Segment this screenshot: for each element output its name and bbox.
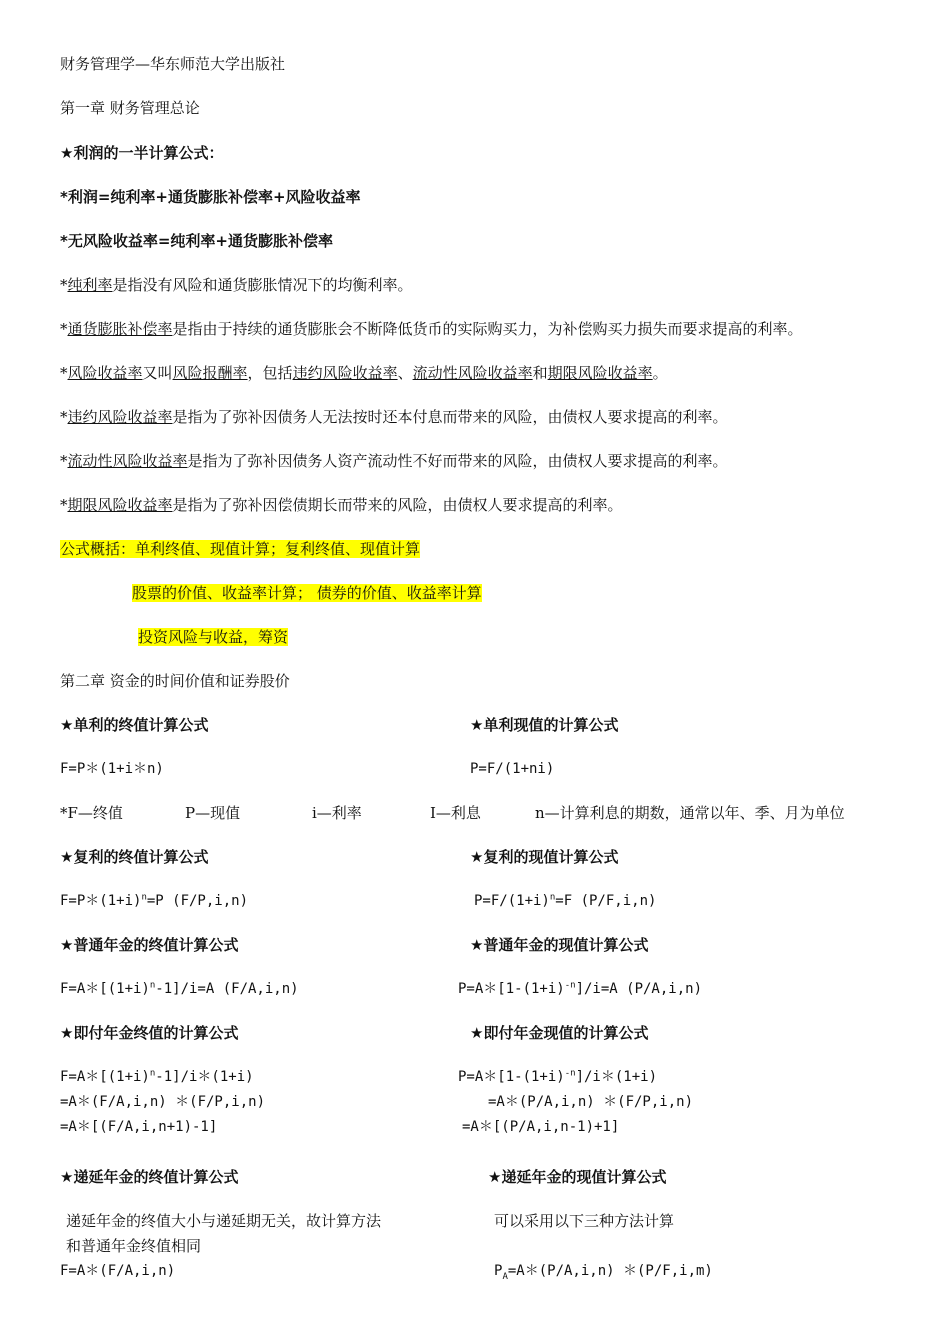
deferred-fv-formula: F=A＊(F/A,i,n) [60, 1263, 176, 1279]
deferred-pv-formula: $P_A=A*(P/A,i,n)$ ＊(P/F,i,m) [494, 1263, 713, 1282]
ordinary-annuity-pv-heading: ★普通年金的现值计算公式 [470, 936, 649, 954]
term-inflation: 通货膨胀补偿率 [67, 320, 173, 338]
chapter-1-title: 第一章 财务管理总论 [60, 99, 200, 117]
doc-title: 财务管理学—华东师范大学出版社 [60, 55, 286, 73]
def-risk-rate: *风险收益率又叫风险报酬率，包括违约风险收益率、流动性风险收益率和期限风险收益率。 [60, 364, 668, 382]
legend-i: i—利率 [312, 804, 362, 822]
annuity-due-pv-line-1: $P=A*[1-(1+i)^{-n}]/i*(1+i)$ [458, 1068, 657, 1085]
annuity-due-pv-heading: ★即付年金现值的计算公式 [470, 1024, 649, 1042]
simple-fv-heading: ★单利的终值计算公式 [60, 716, 209, 734]
profit-formula: *利润=纯利率+通货膨胀补偿率+风险收益率 [60, 188, 361, 206]
annuity-due-fv-heading: ★即付年金终值的计算公式 [60, 1024, 239, 1042]
def-liquidity-risk: *流动性风险收益率是指为了弥补因债务人资产流动性不好而带来的风险，由债权人要求提高的利率。 [60, 452, 728, 470]
compound-pv-formula: $P=F/(1+i)^n=F$ (P/F,i,n) [474, 892, 657, 909]
def-pure-rate: *纯利率是指没有风险和通货膨胀情况下的均衡利率。 [60, 276, 413, 294]
ordinary-annuity-fv-heading: ★普通年金的终值计算公式 [60, 936, 239, 954]
ordinary-annuity-pv-formula: $P=A*[1-(1+i)^{-n}]/i=A$ (P/A,i,n) [458, 980, 702, 997]
annuity-due-pv-line-3: =A＊[(P/A,i,n-1)+1] [462, 1119, 620, 1135]
simple-pv-heading: ★单利现值的计算公式 [470, 716, 619, 734]
deferred-pv-note: 可以采用以下三种方法计算 [494, 1212, 675, 1230]
compound-fv-heading: ★复利的终值计算公式 [60, 848, 209, 866]
summary-line-1: 公式概括：单利终值、现值计算；复利终值、现值计算 [60, 540, 421, 558]
riskfree-formula: *无风险收益率=纯利率+通货膨胀补偿率 [60, 232, 333, 250]
legend-interest: I—利息 [430, 804, 481, 822]
legend-n: n—计算利息的期数，通常以年、季、月为单位 [535, 804, 845, 822]
summary-line-2: 股票的价值、收益率计算； 债券的价值、收益率计算 [132, 584, 482, 602]
def-default-risk: *违约风险收益率是指为了弥补因债务人无法按时还本付息而带来的风险，由债权人要求提高的利率。 [60, 408, 728, 426]
def-inflation: *通货膨胀补偿率是指由于持续的通货膨胀会不断降低货币的实际购买力，为补偿购买力损失而要求提高的利率。 [60, 320, 803, 338]
ordinary-annuity-fv-formula: $F=A*[(1+i)^n-1]/i=A$ (F/A,i,n) [60, 980, 299, 997]
deferred-annuity-fv-heading: ★递延年金的终值计算公式 [60, 1168, 239, 1186]
annuity-due-fv-line-1: $F=A*[(1+i)^n-1]/i*(1+i)$ [60, 1068, 254, 1085]
annuity-due-pv-line-2: =A＊(P/A,i,n) ＊(F/P,i,n) [488, 1094, 694, 1110]
simple-pv-formula: P=F/(1+ni) [470, 761, 555, 777]
simple-fv-formula: F=P＊(1+i＊n) [60, 761, 164, 777]
deferred-fv-note-2: 和普通年金终值相同 [66, 1237, 202, 1255]
term-pure-rate: 纯利率 [67, 276, 113, 294]
compound-fv-formula: $F=P*(1+i)^n=P$ (F/P,i,n) [60, 892, 249, 909]
deferred-fv-note-1: 递延年金的终值大小与递延期无关，故计算方法 [66, 1212, 382, 1230]
compound-pv-heading: ★复利的现值计算公式 [470, 848, 619, 866]
deferred-annuity-pv-heading: ★递延年金的现值计算公式 [488, 1168, 667, 1186]
chapter-2-title: 第二章 资金的时间价值和证券股价 [60, 672, 290, 690]
legend-f: *F—终值 [60, 804, 123, 822]
annuity-due-fv-line-3: =A＊[(F/A,i,n+1)-1] [60, 1119, 218, 1135]
def-term-risk: *期限风险收益率是指为了弥补因偿债期长而带来的风险，由债权人要求提高的利率。 [60, 496, 623, 514]
legend-p: P—现值 [185, 804, 241, 822]
summary-line-3: 投资风险与收益，筹资 [138, 628, 289, 646]
profit-formula-heading: ★利润的一半计算公式： [60, 144, 224, 162]
annuity-due-fv-line-2: =A＊(F/A,i,n) ＊(F/P,i,n) [60, 1094, 266, 1110]
